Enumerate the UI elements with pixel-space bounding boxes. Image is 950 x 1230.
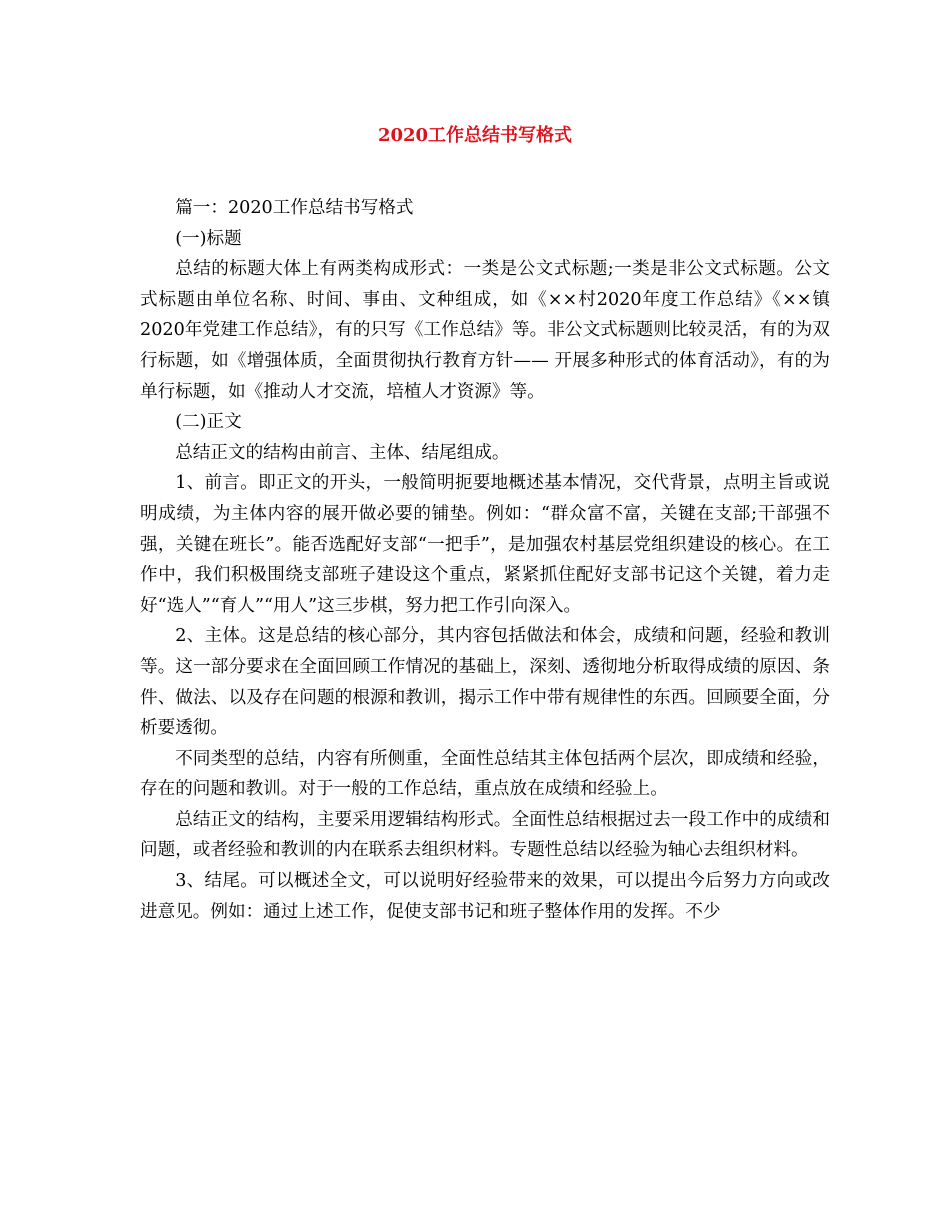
- paragraph-main-body: 2、主体。这是总结的核心部分，其内容包括做法和体会，成绩和问题，经验和教训等。这一部分要求在全面回顾工作情况的基础上，深刻、透彻地分析取得成绩的原因、条件、做法、以及存在问题的根源和教训，揭示工作中带有规律性的东西。回顾要全面，分析要透彻。: [140, 626, 830, 739]
- subheading-title: (一)标题: [175, 228, 242, 249]
- subheading-body: (二)正文: [175, 412, 242, 433]
- paragraph-ending: 3、结尾。可以概述全文，可以说明好经验带来的效果，可以提出今后努力方向或改进意见。例如：通过上述工作，促使支部书记和班子整体作用的发挥。不少: [140, 871, 830, 922]
- paragraph-body-structure: 总结正文的结构由前言、主体、结尾组成。: [175, 442, 510, 463]
- document-body: [140, 193, 830, 927]
- section-heading-part-one: 篇一：2020工作总结书写格式: [175, 198, 414, 218]
- paragraph-title-forms: 总结的标题大体上有两类构成形式：一类是公文式标题;一类是非公文式标题。公文式标题由单位名称、时间、事由、文种组成，如《××村2020年度工作总结》《××镇2020年党建工作总结》，有的只写《工作总结》等。非公文式标题则比较灵活，有的为双行标题，如《增强体质，全面贯彻执行教育方针—— 开展多种形式的体育活动》，有的为单行标题，如《推动人才交流，培植人才资源》等。: [140, 259, 830, 402]
- paragraph-summary-types: 不同类型的总结，内容有所侧重，全面性总结其主体包括两个层次，即成绩和经验，存在的问题和教训。对于一般的工作总结，重点放在成绩和经验上。: [140, 748, 830, 800]
- document-title: 2020工作总结书写格式: [377, 125, 573, 146]
- paragraph-preface: 1、前言。即正文的开头，一般简明扼要地概述基本情况，交代背景，点明主旨或说明成绩，为主体内容的展开做必要的铺垫。例如：“群众富不富，关键在支部;干部强不强，关键在班长”。能否选配好支部“一把手”，是加强农村基层党组织建设的核心。在工作中，我们积极围绕支部班子建设这个重点，紧紧抓住配好支部书记这个关键，着力走好“选人”“育人”“用人”这三步棋，努力把工作引向深入。: [140, 473, 830, 616]
- paragraph-logical-structure: 总结正文的结构，主要采用逻辑结构形式。全面性总结根据过去一段工作中的成绩和问题，或者经验和教训的内在联系去组织材料。专题性总结以经验为轴心去组织材料。: [140, 809, 830, 861]
